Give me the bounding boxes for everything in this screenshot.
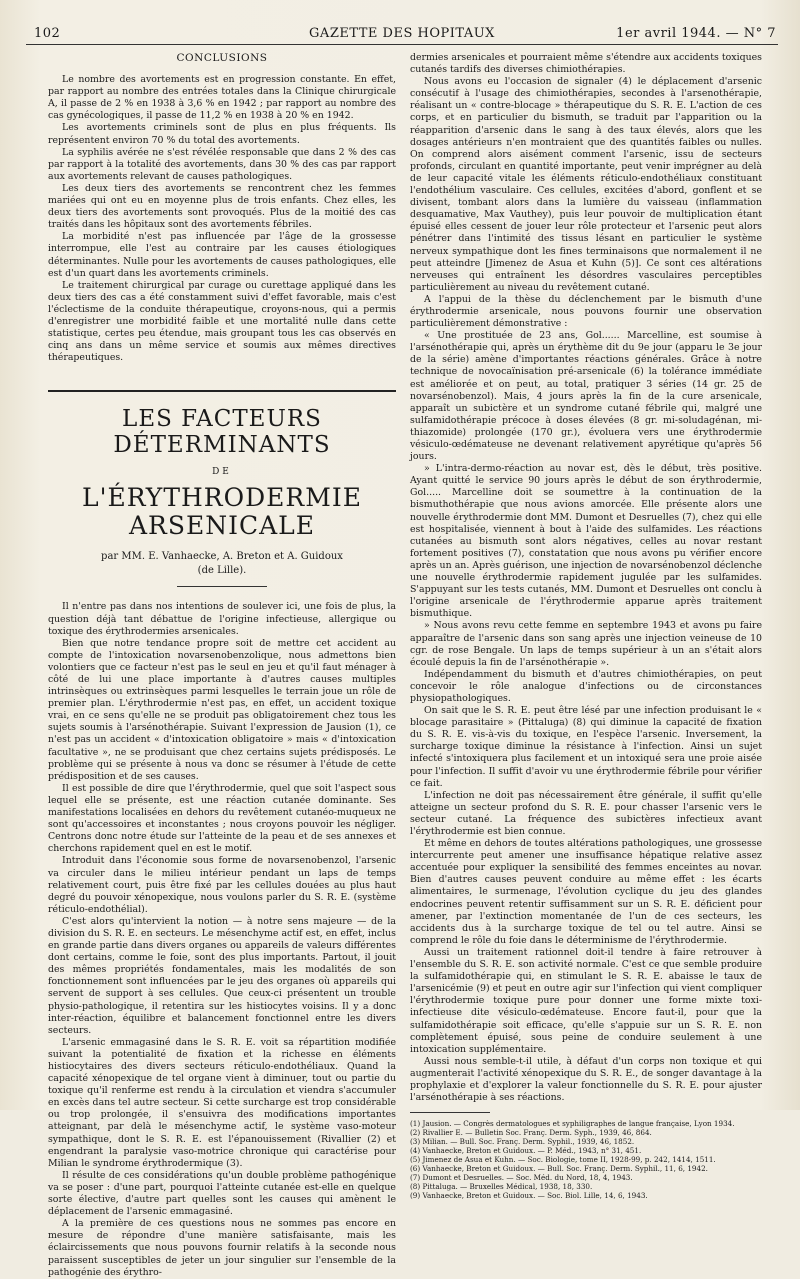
- article-paragraph: Bien que notre tendance propre soit de mettre cet accident au compte de l'intoxication novarsenobenzolique, nous admettons bien volontiers que ce facteur n'est pas le seul en jeu et qu'il faut ménager à côté de lui une place importante à d'autres causes multiples intrinsèques ou extrinsèques parmi lesquelles le terrain joue un rôle de premier plan. L'érythrodermie n'est pas, en effet, un accident toxique vrai, en ce sens qu'elle ne se produit pas obligatoirement chez tous les sujets soumis à l'arsénothérapie. Suivant l'expression de Jausion (1), ce n'est pas un accident « d'intoxication obligatoire » mais « d'intoxication facultative », ne se produisant que chez certains sujets prédisposés. Le problème qui se présente à nous va donc se résumer à l'étude de cette prédisposition et de ses causes.: [48, 637, 396, 782]
- conclusions-paragraph: Le nombre des avortements est en progression constante. En effet, par rapport au nombre des entrées totales dans la Clinique chirurgicale A, il passe de 2 % en 1938 à 3,6 % en 1942 ; par rapport au nombre des cas gynécologiques, il passe de 11,2 % en 1938 à 20 % en 1942.: [48, 74, 396, 122]
- title-rule: [177, 586, 267, 587]
- article-authors: par MM. E. Vanhaecke, A. Breton et A. Guidoux: [101, 551, 343, 563]
- article-paragraph: Introduit dans l'économie sous forme de novarsenobenzol, l'arsenic va circuler dans le milieu intérieur pendant un laps de temps relativement court, puis être fixé par les cellules douées au plus haut degré du pouvoir xénopexique, nous voulons parler du S. R. E. (système réticulo-endothélial).: [48, 855, 396, 915]
- article-paragraph: L'infection ne doit pas nécessairement être générale, il suffit qu'elle atteigne un secteur profond du S. R. E. pour chasser l'arsenic vers le secteur cutané. La fréquence des subictères infectieux avant l'érythrodermie est bien connue.: [410, 789, 762, 837]
- references-list: [410, 1119, 762, 1200]
- reference-item: (4) Vanhaecke, Breton et Guidoux. — P. Méd., 1943, n° 31, 451.: [410, 1146, 642, 1156]
- article-paragraph: « Une prostituée de 23 ans, Gol...... Marcelline, est soumise à l'arsénothérapie qui, après un érythème dit du 9e jour (apparu le 3e jour de la série) amène d'importantes réactions générales. Grâce à notre technique de novocaïnisation pré-arsenicale (6) la tolérance immédiate est améliorée et on peut, au total, pratiquer 3 séries (14 gr. 25 de novarsénobenzol). Mais, 4 jours après la fin de la cure arsenicale, apparaît un subictère et un syndrome cutané fébrile qui, malgré une sulfamidothérapie précoce à doses élevées (8 gr. mi-soludagénan, mi-thiazomide) prolongée (170 gr.), évoluera vers une érythrodermie vésiculo-œdémateuse ne devenant relativement apyrétique qu'après 56 jours.: [410, 330, 762, 463]
- conclusions-body: [48, 74, 396, 364]
- article-paragraph: dermies arsenicales et pourraient même s'étendre aux accidents toxiques cutanés tardifs des diverses chimiothérapies.: [410, 52, 762, 76]
- article-paragraph: A l'appui de la thèse du déclenchement par le bismuth d'une érythrodermie arsenicale, nous pouvons fournir une observation particulièrement démonstrative :: [410, 293, 762, 330]
- article-paragraph: On sait que le S. R. E. peut être lésé par une infection produisant le « blocage parasitaire » (Pittaluga) (8) qui diminue la capacité de fixation du S. R. E. vis-à-vis du toxique, en l'espèce l'arsenic. Inversement, la surcharge toxique diminue la résistance à l'infection. Ainsi un sujet infecté s'intoxiquera plus facilement et un intoxiqué sera une proie aisée pour l'infection. Il suffit d'avoir vu une érythrodermie fébrile pour vérifier ce fait.: [410, 705, 762, 789]
- reference-item: (1) Jausion. — Congrès dermatologues et syphiligraphes de langue française, Lyon 1934.: [410, 1119, 735, 1129]
- references-rule: [410, 1112, 490, 1113]
- conclusions-paragraph: Les deux tiers des avortements se rencontrent chez les femmes mariées qui ont eu en moyenne plus de trois enfants. Chez elles, les deux tiers des avortements sont provoqués. Plus de la moitié des cas traités dans les hôpitaux sont des avortements fébriles.: [48, 182, 396, 231]
- reference-item: (2) Rivallier E. — Bulletin Soc. Franç. Derm. Syph., 1939, 46, 864.: [410, 1128, 652, 1138]
- article-paragraph: A la première de ces questions nous ne sommes pas encore en mesure de répondre d'une manière satisfaisante, mais les éclaircissements que nous pouvons fournir relatifs à la seconde nous paraissent susceptibles de jeter un jour singulier sur l'ensemble de la pathogénie des érythro-: [48, 1218, 396, 1278]
- article-paragraph: Aussi un traitement rationnel doit-il tendre à faire retrouver à l'ensemble du S. R. E. son activité normale. C'est ce que semble produire la sulfamidothérapie qui, en stimulant le S. R. E. abaisse le taux de l'arsenicémie (9) et peut en outre agir sur l'infection qui vient compliquer l'érythrodermie toxique pure pour donner une forme mixte toxi-infectieuse dite vésiculo-œdémateuse. Encore faut-il, pour que la sulfamidothérapie soit efficace, qu'elle s'appuie sur un S. R. E. non complètement épuisé, sous peine de conduire seulement à une intoxication supplémentaire.: [410, 946, 762, 1055]
- article-paragraph: C'est alors qu'intervient la notion — à notre sens majeure — de la division du S. R. E. en secteurs. Le mésenchyme actif est, en effet, inclus en grande partie dans divers organes ou appareils de valeurs différentes dont certains, comme le foie, sont des plus importants. Partout, il jouit des mêmes propriétés fondamentales, mais les modalités de son fonctionnement sont influencées par le jeu des organes où appareils qui servent de support à ses cellules. Que ceux-ci présentent un trouble physio-pathologique, il retentira sur les histiocytes voisins. Il y a donc inter-réaction, équilibre et balancement fonctionnel entre les divers secteurs.: [48, 915, 396, 1036]
- article-paragraph: Il n'entre pas dans nos intentions de soulever ici, une fois de plus, la question déjà tant débattue de l'origine infectieuse, allergique ou toxique des érythrodermies arsenicales.: [48, 601, 396, 637]
- reference-item: (9) Vanhaecke, Breton et Guidoux. — Soc. Biol. Lille, 14, 6, 1943.: [410, 1191, 648, 1201]
- conclusions-title: CONCLUSIONS: [176, 52, 268, 64]
- issue-date: 1er avril 1944. — N° 7: [616, 26, 776, 41]
- article-body-left: [48, 601, 396, 1278]
- article-paragraph: Et même en dehors de toutes altérations pathologiques, une grossesse intercurrente peut amener une insuffisance hépatique relative assez accentuée pour expliquer la sensibilité des femmes enceintes au novar. Bien d'autres causes peuvent conduire au même effet : les écarts alimentaires, le surmenage, l'évolution cyclique du jeu des glandes endocrines peuvent retentir suffisamment sur un S. R. E. déficient pour amener, par l'extinction momentanée de l'un de ces secteurs, les accidents dus à la surcharge toxique de tel ou tel autre. Ainsi se comprend le rôle du foie dans le déterminisme de l'érythrodermie.: [410, 838, 762, 946]
- conclusions-paragraph: La syphilis avérée ne s'est révélée responsable que dans 2 % des cas par rapport à la totalité des avortements, dans 30 % des cas par rapport aux avortements relevant de causes pathologiques.: [48, 146, 396, 182]
- right-column: [410, 52, 762, 1200]
- conclusions-paragraph: La morbidité n'est pas influencée par l'âge de la grossesse interrompue, elle l'est au contraire par les causes étiologiques déterminantes. Nulle pour les avortements de causes pathologiques, elle est d'un quart dans les avortements criminels.: [48, 231, 396, 279]
- conclusions-paragraph: Les avortements criminels sont de plus en plus fréquents. Ils représentent environ 70 % du total des avortements.: [48, 122, 396, 146]
- article-paragraph: Indépendamment du bismuth et d'autres chimiothérapies, on peut concevoir le rôle analogue d'infections ou de circonstances physiopathologiques.: [410, 668, 762, 704]
- reference-item: (6) Vanhaecke, Breton et Guidoux. — Bull. Soc. Franç. Derm. Syphil., 11, 6, 1942.: [410, 1164, 708, 1174]
- article-paragraph: Aussi nous semble-t-il utile, à défaut d'un corps non toxique et qui augmenterait l'activité xénopexique du S. R. E., de songer davantage à la prophylaxie et d'explorer la valeur fonctionnelle du S. R. E. pour ajuster l'arsénothérapie à ses réactions.: [410, 1055, 762, 1104]
- article-paragraph: Il résulte de ces considérations qu'un double problème pathogénique va se poser : d'une part, pourquoi l'atteinte cutanée est-elle en quelque sorte élective, d'autre part quelles sont les causes qui amènent le déplacement de l'arsenic emmagasiné.: [48, 1169, 396, 1218]
- section-divider: [48, 390, 396, 392]
- article-paragraph: L'arsenic emmagasiné dans le S. R. E. voit sa répartition modifiée suivant la potentialité de fixation et la richesse en éléments histiocytaires des divers secteurs réticulo-endothéliaux. Quand la capacité xénopexique de tel organe vient à diminuer, tout ou partie du toxique qu'il renferme est rendu à la circulation et viendra s'accumuler en excès dans tel autre secteur. Si cette surcharge est trop considérable ou trop prolongée, il s'ensuivra des modifications importantes atteignant, par delà le mésenchyme actif, le système vaso-moteur sympathique, dont le S. R. E. est l'épanouissement (Rivallier (2) et engendrant la paralysie vaso-motrice chronique qui caractérise pour Milian le syndrome érythrodermique (3).: [48, 1036, 396, 1169]
- running-header: [26, 22, 778, 45]
- page-number: 102: [34, 26, 61, 41]
- article-title-line2: L'ÉRYTHRODERMIE ARSENICALE: [82, 483, 362, 541]
- left-column: [48, 52, 396, 1279]
- reference-item: (8) Pittaluga. — Bruxelles Médical, 1938, 18, 330.: [410, 1182, 593, 1192]
- article-paragraph: Il est possible de dire que l'érythrodermie, quel que soit l'aspect sous lequel elle se présente, est une réaction cutanée dominante. Ses manifestations localisées en dehors du revêtement cutanéo-muqueux ne sont qu'accessoires et inconstantes ; nous croyons pouvoir les négliger. Centrons donc notre étude sur l'atteinte de la peau et de ses annexes et cherchons rapidement quel en est le motif.: [48, 782, 396, 855]
- article-paragraph: » Nous avons revu cette femme en septembre 1943 et avons pu faire apparaître de l'arsenic dans son sang après une injection veineuse de 10 cgr. de rose Bengale. Un laps de temps supérieur à un an s'était alors écoulé depuis la fin de l'arsénothérapie ».: [410, 620, 762, 668]
- article-byline: [48, 550, 396, 578]
- journal-title: GAZETTE DES HOPITAUX: [309, 26, 495, 41]
- reference-item: (5) Jimenez de Asua et Kuhn. — Soc. Biologie, tome II, 1928-99, p. 242, 1414, 1511.: [410, 1155, 716, 1165]
- article-title-line1: LES FACTEURS DÉTERMINANTS: [113, 406, 331, 459]
- article-title-de: DE: [212, 467, 232, 478]
- reference-item: (7) Dumont et Desruelles. — Soc. Méd. du Nord, 18, 4, 1943.: [410, 1173, 633, 1183]
- article-affiliation: (de Lille).: [197, 565, 247, 577]
- article-paragraph: Nous avons eu l'occasion de signaler (4) le déplacement d'arsenic consécutif à l'usage des chimiothérapies, secondes à l'arsenothérapie, réalisant un « contre-blocage » thérapeutique du S. R. E. L'action de ces corps, et en particulier du bismuth, se traduit par l'apparition ou la réapparition d'arsenic dans le sang à des taux élevés, alors que les dosages antérieurs n'en montraient que des quantités faibles ou nulles. On comprend alors aisément comment l'arsenic, issu de secteurs profonds, circulant en quantité importante, peut venir imprégner au delà de leur capacité vitale les éléments réticulo-endothéliaux constituant l'endothélium vasculaire. Ces cellules, excitées d'abord, gonflent et se divisent, tombant alors dans la lumière du vaisseau (inflammation desquamative, Max Vauthey), puis leur pouvoir de multiplication étant épuisé elles cessent de jouer leur rôle protecteur et l'arsenic peut alors pénétrer dans l'intimité des tissus lésant en particulier le système nerveux sympathique dont les fines terminaisons que normalement il ne peut atteindre [Jimenez de Asua et Kuhn (5)]. Ce sont ces altérations nerveuses qui entraînent les désordres vasculaires perceptibles particulièrement au niveau du revêtement cutané.: [410, 76, 762, 293]
- article-paragraph: » L'intra-dermo-réaction au novar est, dès le début, très positive. Ayant quitté le service 90 jours après le début de son érythrodermie, Gol..... Marcelline doit se soumettre à la continuation de la bismuthothérapie que nous avions amorcée. Elle présente alors une nouvelle érythrodermie dont MM. Dumont et Desruelles (7), chez qui elle est hospitalisée, viennent à bout à l'aide des sulfamides. Les réactions cutanées au bismuth sont alors négatives, celles au novar restant fortement positives (7), constatation que nous avons pu vérifier encore après un an. Après guérison, une injection de novarsénobenzol déclenche une nouvelle érythrodermie rapidement jugulée par les sulfamides. S'appuyant sur les tests cutanés, MM. Dumont et Desruelles ont conclu à l'origine arsenicale de l'érythrodermie apparue après traitement bismuthique.: [410, 463, 762, 620]
- reference-item: (3) Milian. — Bull. Soc. Franç. Derm. Syphil., 1939, 46, 1852.: [410, 1137, 635, 1147]
- conclusions-paragraph: Le traitement chirurgical par curage ou curettage appliqué dans les deux tiers des cas a été constamment suivi d'effet favorable, mais c'est l'éclectisme de la conduite thérapeutique, croyons-nous, qui a permis d'enregistrer une morbidité faible et une mortalité nulle dans cette statistique, certes peu étendue, mais groupant tous les cas observés en cinq ans dans un même service et soumis aux mêmes directives thérapeutiques.: [48, 279, 396, 364]
